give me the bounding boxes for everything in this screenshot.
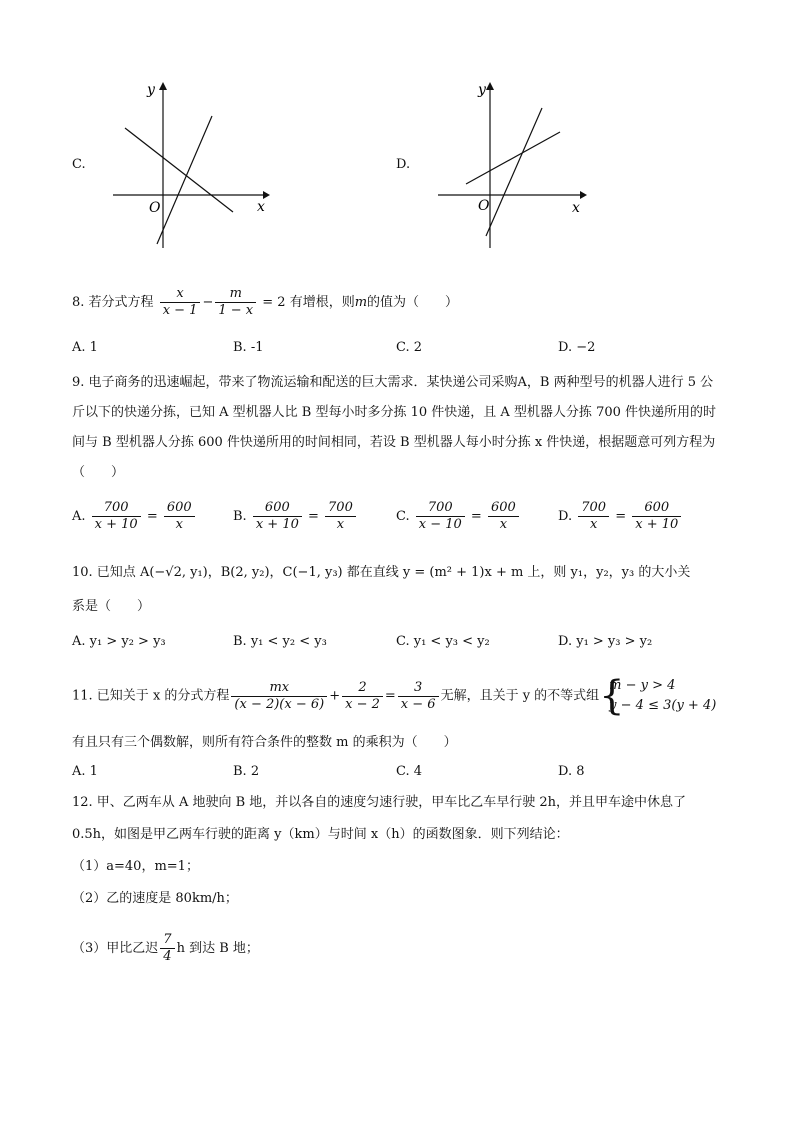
graph-d-y-arrow: [486, 82, 494, 90]
q8-prefix: 8. 若分式方程: [72, 295, 154, 310]
q8-fraction-2: [215, 286, 256, 319]
q11-option-a: A. 1: [72, 764, 98, 779]
graph-d-y-label: y: [478, 82, 486, 98]
q12-conclusion-3: （3）甲比乙迟 $\frac{7}{4}$ h 到达 B 地；: [72, 932, 259, 964]
q10-option-b: B. y₁ < y₂ < y₃: [233, 634, 327, 649]
graph-d-x-arrow: [580, 191, 587, 199]
q11-option-d: D. 8: [558, 764, 585, 779]
graph-d-line-shallow: [466, 132, 560, 184]
option-d-label: D.: [396, 157, 411, 172]
q8-suffix-a: 有增根，则: [289, 295, 355, 310]
question-8: [72, 286, 722, 319]
graph-c-x-arrow: [263, 191, 270, 199]
q9-option-a: A. $\frac{700}{x + 10}$ = $\frac{600}{x}$: [72, 500, 197, 533]
q8-eq: = 2: [262, 295, 286, 310]
q8-option-d: D. −2: [558, 340, 596, 355]
question-11: 11. 已知关于 x 的分式方程 $\frac{mx}{(x - 2)(x - 6)}$ + $\frac{2}{x - 2}$ = $\frac{3}{x - 6}$ 无解，且关于 y 的不等式组 { m − y > 4 y − 4 ≤ 3(y + 4): [72, 673, 717, 719]
graph-d: [430, 78, 595, 253]
q9-option-c: C. $\frac{700}{x - 10}$ = $\frac{600}{x}$: [396, 500, 521, 533]
q10-option-c: C. y₁ < y₃ < y₂: [396, 634, 490, 649]
q8-f2-den: 1 − x: [218, 303, 254, 318]
q10-option-d: D. y₁ > y₃ > y₂: [558, 634, 653, 649]
question-12-line-2: 0.5h，如图是甲乙两车行驶的距离 y（km）与时间 x（h）的函数图象．则下列结论：: [72, 827, 569, 842]
q8-m: m: [354, 295, 368, 310]
q11-inequality-system: { m − y > 4 y − 4 ≤ 3(y + 4): [599, 673, 717, 719]
q11-option-b: B. 2: [233, 764, 260, 779]
graph-d-origin: O: [478, 198, 490, 214]
q8-f1-den: x − 1: [162, 303, 198, 318]
question-9: 9. 电子商务的迅速崛起，带来了物流运输和配送的巨大需求．某快递公司采购A，B 两种型号的机器人进行 5 公斤以下的快递分拣，已知 A 型机器人比 B 型每小时多分拣 10 件快递，且 A 型机器人分拣 700 件快递所用的时间与 B 型机器人分拣 600 件快递所用的时间相同，若设 B 型机器人每小时分拣 x 件快递，根据题意可列方程为（ ）: [72, 375, 717, 480]
q9-option-b: B. $\frac{600}{x + 10}$ = $\frac{700}{x}$: [233, 500, 358, 533]
q8-option-a: A. 1: [72, 340, 98, 355]
graph-c-y-arrow: [159, 82, 167, 90]
q8-minus: −: [202, 295, 214, 310]
q11-prefix: 11. 已知关于 x 的分式方程: [72, 688, 230, 704]
graph-c-y-label: y: [147, 82, 155, 98]
question-10-line-2: 系是（ ）: [72, 599, 151, 614]
question-11-line-2: 有且只有三个偶数解，则所有符合条件的整数 m 的乘积为（ ）: [72, 735, 457, 750]
graph-c-origin: O: [149, 200, 161, 216]
q8-fraction-1: [160, 286, 201, 319]
q11-option-c: C. 4: [396, 764, 423, 779]
q10-option-a: A. y₁ > y₂ > y₃: [72, 634, 166, 649]
q9-option-d: D. $\frac{700}{x}$ = $\frac{600}{x + 10}$: [558, 500, 683, 533]
q8-option-b: B. -1: [233, 340, 264, 355]
graph-d-line-steep: [486, 108, 542, 236]
q11-mid: 无解，且关于 y 的不等式组: [440, 688, 600, 704]
q11-fraction-1: $\frac{mx}{(x - 2)(x - 6)}$: [231, 680, 327, 713]
q8-option-c: C. 2: [396, 340, 423, 355]
q11-fraction-3: $\frac{3}{x - 6}$: [398, 680, 439, 713]
graph-c-line-increasing: [157, 116, 212, 244]
q12-conclusion-2: （2）乙的速度是 80km/h；: [72, 891, 238, 906]
q11-fraction-2: $\frac{2}{x - 2}$: [342, 680, 383, 713]
q8-f1-num: x: [160, 286, 201, 303]
graph-c: [105, 78, 270, 253]
q8-suffix-b: 的值为（ ）: [367, 295, 459, 310]
q12-conclusion-1: （1）a=40，m=1；: [72, 859, 199, 874]
graph-c-x-label: x: [257, 199, 265, 215]
option-c-label: C.: [72, 157, 86, 172]
graph-c-line-decreasing: [125, 128, 233, 212]
question-12-line-1: 12. 甲、乙两车从 A 地驶向 B 地，并以各自的速度匀速行驶，甲车比乙车早行驶 2h，并且甲车途中休息了: [72, 795, 687, 810]
q8-f2-num: m: [215, 286, 256, 303]
graph-d-x-label: x: [572, 200, 580, 216]
question-10-line-1: 10. 已知点 A(−√2, y₁)，B(2, y₂)，C(−1, y₃) 都在直线 y = (m² + 1)x + m 上，则 y₁，y₂，y₃ 的大小关: [72, 565, 691, 580]
